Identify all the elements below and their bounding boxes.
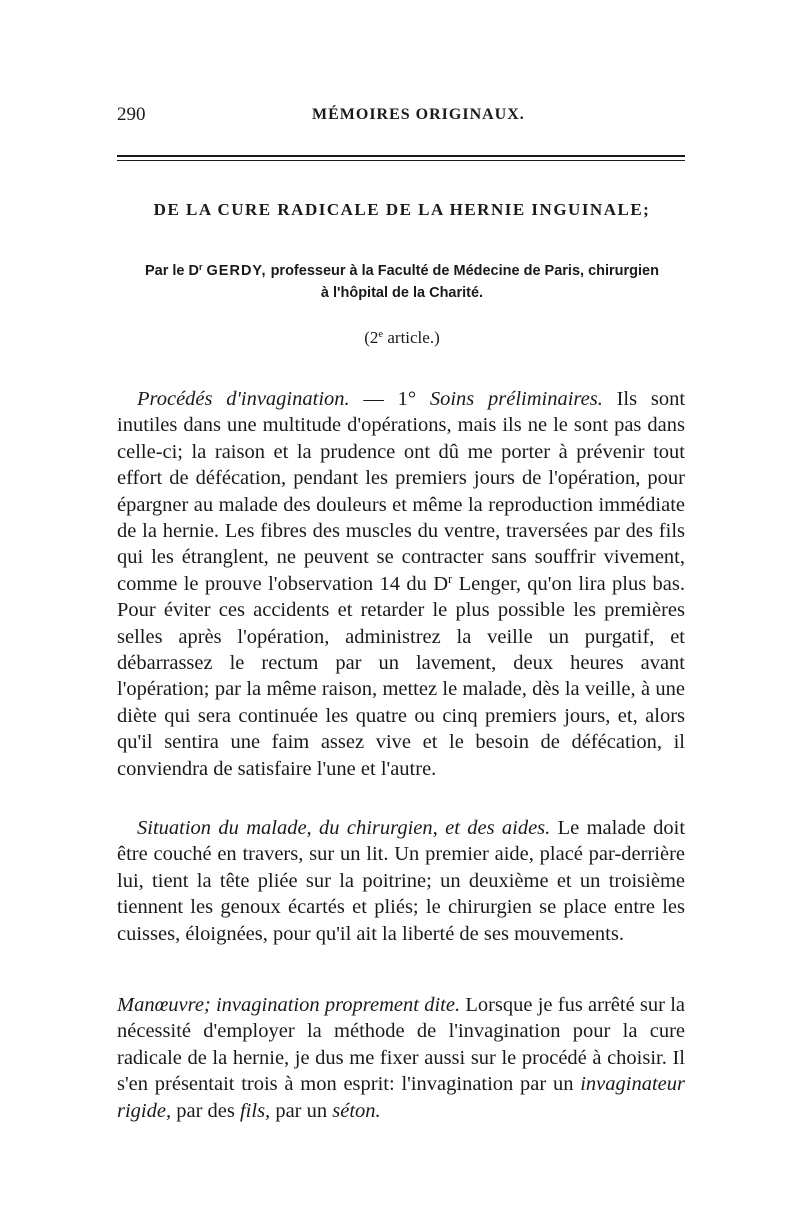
article-note-close: article.): [387, 328, 440, 347]
paragraph-manoeuvre: [117, 992, 685, 1124]
article-note-open: (2: [364, 328, 379, 347]
header-rule-thick: [117, 155, 685, 157]
running-head: [117, 104, 687, 130]
paragraph-invagination: [117, 386, 685, 782]
paragraph-text: Lorsque je fus arrêté sur la nécessité d'employer la méthode de l'invagination pour la cure radicale de la hernie, je dus me fixer aussi sur le procédé à choisir. Il s'en présentait trois à mon esprit: l'invagination par un: [117, 994, 685, 1096]
paragraph-situation: [117, 815, 685, 947]
paragraph-subhead: Soins préliminaires.: [429, 388, 603, 410]
header-rule-thin: [117, 160, 685, 161]
running-title: MÉMOIRES ORIGINAUX.: [312, 106, 525, 123]
byline-hospital: à l'hôpital de la Charité.: [320, 285, 484, 301]
byline-prefix: Par le D: [145, 263, 199, 279]
paragraph-lead: Manœuvre; invagination proprement dite.: [117, 994, 461, 1016]
paragraph-text: Lenger, qu'on lira plus bas. Pour éviter ces accidents et retarder le plus possible les premières selles après l'opération, administrez la veille un purgatif, et débarrassez le rectum par un lavement, deux heures avant l'opération; par la même raison, mettez le malade, dès la veille, à une diète qui sera continuée les quatre ou cinq premiers jours, et, alors qu'il sentira une faim assez vive et le besoin de défécation, il conviendra de satisfaire l'une et l'autre.: [117, 572, 685, 780]
paragraph-text: par un: [275, 1099, 328, 1122]
paragraph-sup: r: [448, 571, 453, 586]
paragraph-lead: Situation du malade, du chirurgien, et des aides.: [137, 817, 551, 839]
article-title: DE LA CURE RADICALE DE LA HERNIE INGUINALE;: [153, 200, 651, 219]
paragraph-text: Ils sont inutiles dans une multitude d'opérations, mais ils ne le sont pas dans celle-ci; la raison et la prudence ont dû me porter à prévenir tout effort de défécation, pendant les premiers jours de l'opération, pour épargner au malade des douleurs et même la reproduction immédiate de la hernie. Les fibres des muscles du ventre, traversées par des fils qui les étranglent, ne peuvent se contracter sans souffrir vivement, comme le prouve l'observation 14 du D: [117, 388, 686, 595]
article-note: [117, 328, 687, 348]
byline: [117, 260, 687, 304]
paragraph-lead: Procédés d'invagination.: [137, 388, 350, 410]
paragraph-emphasis: séton.: [332, 1099, 381, 1122]
page-number: 290: [117, 104, 146, 125]
byline-prefix-sup: r: [199, 262, 203, 273]
paragraph-text: Le malade doit être couché en travers, sur un lit. Un premier aide, placé par-derrière lui, tient la tête pliée sur la poitrine; un deuxième et un troisième tiennent les genoux écartés et pliés; le chirurgien se place entre les cuisses, éloignées, pour qu'il ait la liberté de ses mouvements.: [117, 817, 686, 945]
paragraph-emphasis: fils,: [239, 1099, 271, 1122]
author-name: GERDY,: [206, 263, 267, 279]
byline-affiliation: professeur à la Faculté de Médecine de Paris, chirurgien: [270, 263, 659, 279]
paragraph-text: — 1°: [363, 388, 430, 410]
article-note-sup: e: [378, 329, 384, 341]
paragraph-emphasis: invaginateur rigide,: [117, 1073, 685, 1122]
paragraph-text: par des: [176, 1099, 235, 1122]
